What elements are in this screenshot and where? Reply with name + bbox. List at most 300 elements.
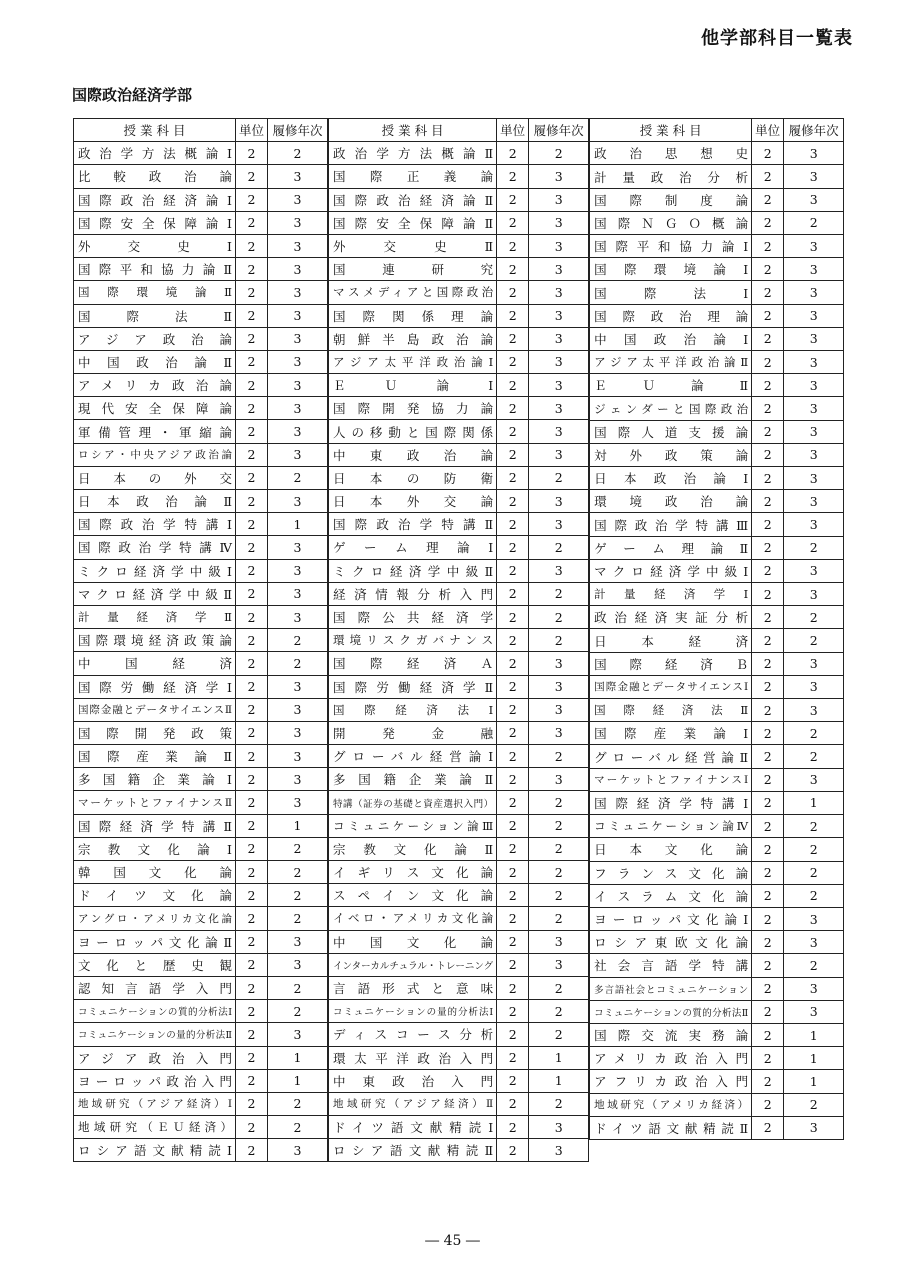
table-row [329,165,589,188]
course-name: イベロ・アメリカ文化論 [329,907,497,930]
year-value: 1 [784,1047,844,1070]
year-value: 2 [784,629,844,652]
credit-value: 2 [752,142,784,165]
course-name: 経済情報分析入門 [329,582,497,605]
table-row [590,374,844,397]
credit-value: 2 [497,327,529,350]
table-row [329,930,589,953]
year-value: 3 [268,698,328,721]
course-name: 国際環境経済政策論 [74,629,236,652]
year-value: 3 [529,281,589,304]
table-row [329,1092,589,1115]
credit-value: 2 [497,837,529,860]
year-value: 3 [784,420,844,443]
table-row [74,397,328,420]
table-row [329,605,589,628]
credit-value: 2 [497,443,529,466]
course-name: 国際経済学特講Ⅰ [590,791,752,814]
year-value: 3 [784,652,844,675]
credit-value: 2 [497,374,529,397]
year-value: 2 [268,1000,328,1023]
header-row [74,119,328,142]
credit-value: 2 [497,281,529,304]
year-value: 1 [784,791,844,814]
course-name: マーケットとファイナンスⅡ [74,791,236,814]
year-value: 3 [529,327,589,350]
year-value: 3 [784,235,844,258]
year-value: 2 [529,745,589,768]
year-value: 3 [529,490,589,513]
table-row [74,791,328,814]
year-value: 2 [784,606,844,629]
course-name: 地域研究（アメリカ経済） [590,1093,752,1116]
course-name: 現代安全保障論 [74,397,236,420]
year-value: 3 [784,467,844,490]
table-row [329,837,589,860]
course-name: 計 量 経 済 学 Ⅱ [74,605,236,628]
credit-value: 2 [236,374,268,397]
course-name: ドイツ文化論 [74,884,236,907]
course-block-1 [73,118,328,1162]
year-value: 3 [784,142,844,165]
credit-value: 2 [236,211,268,234]
credit-value: 2 [497,1116,529,1139]
credit-value: 2 [752,954,784,977]
table-row [590,722,844,745]
credit-value: 2 [752,1093,784,1116]
table-row [74,536,328,559]
year-value: 3 [268,1023,328,1046]
year-value: 3 [784,583,844,606]
table-row [74,698,328,721]
credit-value: 2 [752,235,784,258]
year-value: 2 [268,976,328,999]
course-name: 日本政治論Ⅰ [590,467,752,490]
credit-header: 単位 [497,119,529,142]
course-name: 政 治 思 想 史 [590,142,752,165]
course-name: ゲーム理論Ⅰ [329,536,497,559]
table-row [74,861,328,884]
credit-value: 2 [752,467,784,490]
year-value: 3 [529,953,589,976]
year-value: 3 [529,165,589,188]
course-name: 国際政治学特講Ⅱ [329,513,497,536]
course-name: 国際関係理論 [329,304,497,327]
course-name: 日本政治論Ⅱ [74,490,236,513]
course-name: 中東政治入門 [329,1069,497,1092]
table-row [590,490,844,513]
year-value: 3 [268,721,328,744]
year-value: 3 [529,234,589,257]
credit-value: 2 [497,721,529,744]
year-value: 2 [784,536,844,559]
table-row [74,258,328,281]
credit-value: 2 [497,258,529,281]
year-value: 3 [784,374,844,397]
credit-value: 2 [752,304,784,327]
year-header: 履修年次 [784,119,844,142]
course-name: 国際政治経済論Ⅱ [329,188,497,211]
table-row [590,420,844,443]
year-value: 3 [784,559,844,582]
table-row [590,652,844,675]
table-row [74,745,328,768]
year-value: 3 [529,652,589,675]
year-value: 3 [784,977,844,1000]
table-row [329,397,589,420]
course-name: アフリカ政治入門 [590,1070,752,1093]
table-row [590,1139,844,1162]
credit-value: 2 [752,1116,784,1139]
credit-value: 2 [752,513,784,536]
credit-value: 2 [497,466,529,489]
credit-value: 2 [236,675,268,698]
year-value: 2 [529,1023,589,1046]
year-value: 3 [529,374,589,397]
year-value: 3 [529,930,589,953]
credit-value: 2 [236,629,268,652]
course-name: 対 外 政 策 論 [590,443,752,466]
table-row [590,1047,844,1070]
course-name: ヨーロッパ文化論Ⅱ [74,930,236,953]
table-row [74,605,328,628]
course-name: ロシア語文献精読Ⅰ [74,1139,236,1162]
year-value: 3 [268,281,328,304]
course-name: ジェンダーと国際政治 [590,397,752,420]
course-name: 日 本 外 交 論 [329,490,497,513]
table-row [590,745,844,768]
table-row [329,466,589,489]
table-row [329,1139,589,1162]
year-value: 3 [268,745,328,768]
table-row [329,1046,589,1069]
course-name: 外 交 史 Ⅱ [329,234,497,257]
course-name: コミュニケーション論Ⅳ [590,815,752,838]
credit-value: 2 [497,930,529,953]
year-value: 3 [268,165,328,188]
course-name: 環 境 政 治 論 [590,490,752,513]
credit-value: 2 [236,559,268,582]
year-value: 3 [784,1116,844,1139]
year-value: 2 [529,536,589,559]
year-value: 3 [784,397,844,420]
table-row [74,374,328,397]
credit-value: 2 [752,745,784,768]
table-row [590,1000,844,1023]
course-block-2 [328,118,589,1162]
year-value: 3 [529,350,589,373]
course-name: 国際産業論Ⅰ [590,722,752,745]
table-row [590,559,844,582]
credit-value: 2 [752,281,784,304]
table-row [329,582,589,605]
year-value: 2 [268,1092,328,1115]
table-row [74,188,328,211]
table-row [74,1092,328,1115]
course-name: ディスコース分析 [329,1023,497,1046]
course-name: 国際政治学特講Ⅳ [74,536,236,559]
credit-value: 2 [497,304,529,327]
year-value: 3 [268,258,328,281]
credit-value: 2 [752,861,784,884]
credit-value: 2 [236,976,268,999]
table-row [590,861,844,884]
year-value: 2 [784,1093,844,1116]
table-row [590,165,844,188]
year-value: 3 [784,699,844,722]
credit-value: 2 [752,1070,784,1093]
credit-value: 2 [497,234,529,257]
course-table [73,118,844,1162]
year-value: 2 [268,837,328,860]
year-value: 2 [784,838,844,861]
table-row [74,327,328,350]
credit-value: 2 [497,350,529,373]
year-value: 3 [529,768,589,791]
table-row [74,466,328,489]
year-value: 3 [268,304,328,327]
course-name: コミュニケーションの量的分析法Ⅱ [74,1023,236,1046]
table-row [329,953,589,976]
table-row [74,350,328,373]
credit-value: 2 [236,582,268,605]
table-row [74,420,328,443]
table-row [74,768,328,791]
year-value: 3 [784,768,844,791]
table-row [590,768,844,791]
credit-value: 2 [236,814,268,837]
course-name: アングロ・アメリカ文化論 [74,907,236,930]
credit-value: 2 [236,258,268,281]
course-name: マーケットとファイナンスⅠ [590,768,752,791]
credit-value: 2 [236,791,268,814]
credit-value: 2 [236,861,268,884]
year-value: 2 [529,791,589,814]
table-row [74,1000,328,1023]
credit-value: 2 [752,397,784,420]
credit-value: 2 [497,513,529,536]
year-value: 3 [268,675,328,698]
credit-value: 2 [236,953,268,976]
credit-value: 2 [752,536,784,559]
year-value: 2 [529,605,589,628]
credit-value: 2 [236,1069,268,1092]
table-row [329,907,589,930]
credit-value: 2 [752,815,784,838]
table-row [590,699,844,722]
table-row [590,884,844,907]
table-row [590,281,844,304]
credit-value: 2 [236,1116,268,1139]
year-value: 3 [268,791,328,814]
table-row [329,234,589,257]
table-row [74,1046,328,1069]
year-value: 1 [529,1069,589,1092]
course-name: ロシア語文献精読Ⅱ [329,1139,497,1162]
year-value: 3 [784,351,844,374]
table-row [74,1069,328,1092]
table-row [74,976,328,999]
course-name: 地域研究（アジア経済）Ⅰ [74,1092,236,1115]
year-value: 2 [784,815,844,838]
course-name: イスラム文化論 [590,884,752,907]
table-row [590,1093,844,1116]
year-value: 3 [529,420,589,443]
course-name: 国際金融とデータサイエンスⅡ [74,698,236,721]
course-name: 国 際 法 Ⅱ [74,304,236,327]
table-row [590,838,844,861]
credit-value: 2 [497,698,529,721]
credit-value: 2 [497,1139,529,1162]
table-row [74,513,328,536]
course-name: 多国籍企業論Ⅰ [74,768,236,791]
credit-value: 2 [497,559,529,582]
credit-value: 2 [497,675,529,698]
credit-value: 2 [497,652,529,675]
table-row [590,397,844,420]
table-row [590,188,844,211]
course-name: 国 連 研 究 [329,258,497,281]
year-value: 3 [784,443,844,466]
year-value: 2 [268,466,328,489]
credit-value: 2 [752,258,784,281]
course-name: ロシア・中央アジア政治論 [74,443,236,466]
course-name: 多言語社会とコミュニケーション [590,977,752,1000]
credit-value: 2 [497,1000,529,1023]
empty-cell [752,1139,784,1162]
table-row [74,559,328,582]
credit-value: 2 [497,605,529,628]
course-name: 国 際 正 義 論 [329,165,497,188]
course-name: マクロ経済学中級Ⅰ [590,559,752,582]
course-name: 地域研究（ＥＵ経済） [74,1116,236,1139]
year-value: 3 [268,559,328,582]
table-row [329,374,589,397]
table-row [590,536,844,559]
credit-value: 2 [752,583,784,606]
course-name: 国 際 法 Ⅰ [590,281,752,304]
course-name: コミュニケーションの質的分析法Ⅱ [590,1000,752,1023]
table-row [590,583,844,606]
year-value: 3 [529,211,589,234]
credit-value: 2 [752,559,784,582]
table-row [329,350,589,373]
credit-value: 2 [752,652,784,675]
year-value: 3 [268,490,328,513]
credit-value: 2 [752,211,784,234]
section-title: 国際政治経済学部 [72,86,193,104]
course-name: マクロ経済学中級Ⅱ [74,582,236,605]
table-row [74,281,328,304]
year-value: 2 [784,745,844,768]
table-row [329,652,589,675]
year-value: 3 [268,397,328,420]
year-value: 2 [529,1092,589,1115]
credit-value: 2 [752,351,784,374]
table-row [74,884,328,907]
credit-value: 2 [236,188,268,211]
course-name: 国際政治学特講Ⅰ [74,513,236,536]
course-block-3 [589,118,844,1162]
credit-value: 2 [752,884,784,907]
course-name: 多国籍企業論Ⅱ [329,768,497,791]
credit-value: 2 [752,722,784,745]
table-row [74,652,328,675]
year-value: 2 [268,629,328,652]
course-name: アメリカ政治論 [74,374,236,397]
table-row [74,304,328,327]
credit-value: 2 [236,304,268,327]
course-name: 国 際 環 境 論 Ⅱ [74,281,236,304]
course-name: 中国政治論Ⅱ [74,350,236,373]
credit-value: 2 [752,188,784,211]
credit-value: 2 [236,513,268,536]
table-row [74,953,328,976]
year-value: 3 [268,605,328,628]
table-row [329,745,589,768]
credit-value: 2 [497,536,529,559]
course-name: 環境リスクガバナンス [329,629,497,652]
year-value: 1 [784,1070,844,1093]
table-row [74,1139,328,1162]
credit-value: 2 [497,490,529,513]
table-row [74,675,328,698]
table-row [590,977,844,1000]
table-row [590,1070,844,1093]
year-value: 2 [529,976,589,999]
credit-value: 2 [236,930,268,953]
course-name: スペイン文化論 [329,884,497,907]
table-row [590,815,844,838]
year-header: 履修年次 [268,119,328,142]
course-header: 授 業 科 目 [590,119,752,142]
course-name: 朝鮮半島政治論 [329,327,497,350]
year-value: 2 [529,582,589,605]
course-name: 韓 国 文 化 論 [74,861,236,884]
course-name: 国 際 経 済 Ａ [329,652,497,675]
course-name: 国際金融とデータサイエンスⅠ [590,675,752,698]
course-name: 中 国 経 済 [74,652,236,675]
course-name: 宗教文化論Ⅱ [329,837,497,860]
course-name: 国際開発政策 [74,721,236,744]
table-row [74,490,328,513]
table-row [590,513,844,536]
credit-value: 2 [752,907,784,930]
credit-value: 2 [236,234,268,257]
course-name: 比 較 政 治 論 [74,165,236,188]
credit-value: 2 [752,629,784,652]
year-value: 1 [268,513,328,536]
credit-value: 2 [236,768,268,791]
year-value: 2 [529,861,589,884]
credit-value: 2 [752,1047,784,1070]
year-value: 3 [784,258,844,281]
table-row [590,443,844,466]
table-row [74,142,328,165]
table-row [74,234,328,257]
credit-value: 2 [752,420,784,443]
table-row [590,327,844,350]
credit-value: 2 [236,397,268,420]
header-row [590,119,844,142]
year-value: 2 [529,814,589,837]
year-value: 3 [529,559,589,582]
year-value: 3 [784,188,844,211]
course-name: グローバル経営論Ⅰ [329,745,497,768]
year-value: 2 [784,954,844,977]
credit-value: 2 [497,165,529,188]
table-row [74,721,328,744]
